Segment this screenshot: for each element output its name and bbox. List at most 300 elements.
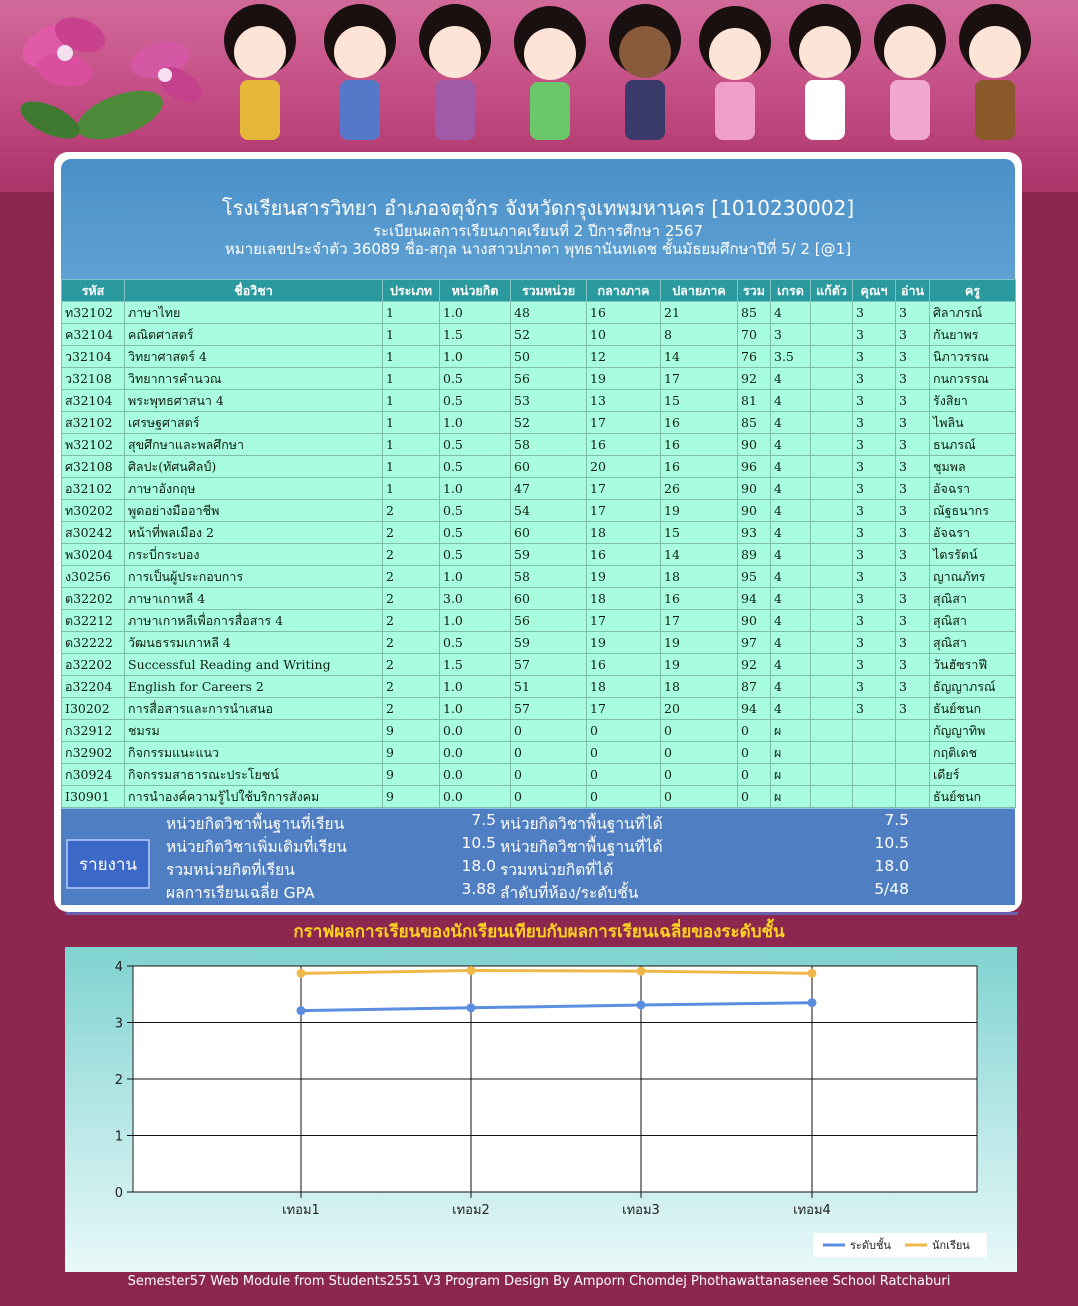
cell-teacher: กันยาพร bbox=[930, 324, 1016, 346]
cell-credit: 0.5 bbox=[440, 456, 511, 478]
cell-total: 92 bbox=[738, 368, 771, 390]
chart-separator bbox=[66, 912, 1018, 915]
cell-subject: English for Careers 2 bbox=[125, 676, 383, 698]
cell-retake bbox=[811, 522, 853, 544]
cell-subject: Successful Reading and Writing bbox=[125, 654, 383, 676]
cell-credit: 1.0 bbox=[440, 610, 511, 632]
column-header-midterm: กลางภาค bbox=[587, 280, 661, 302]
cell-grade: 4 bbox=[771, 676, 811, 698]
cell-teacher: ธันย์ชนก bbox=[930, 786, 1016, 808]
table-row bbox=[62, 632, 1016, 654]
cell-midterm: 18 bbox=[587, 522, 661, 544]
cell-teacher: ณัฐธนากร bbox=[930, 500, 1016, 522]
cell-reading: 3 bbox=[896, 698, 930, 720]
cell-type: 2 bbox=[383, 698, 440, 720]
cell-midterm: 18 bbox=[587, 588, 661, 610]
cell-grade: 4 bbox=[771, 632, 811, 654]
cell-code: ว32108 bbox=[62, 368, 125, 390]
cell-code: ค32104 bbox=[62, 324, 125, 346]
report-button[interactable]: รายงาน bbox=[66, 839, 150, 889]
table-row bbox=[62, 500, 1016, 522]
cell-midterm: 17 bbox=[587, 478, 661, 500]
table-row bbox=[62, 742, 1016, 764]
summary-value2: 7.5 bbox=[884, 811, 909, 829]
cell-reading: 3 bbox=[896, 588, 930, 610]
cell-midterm: 0 bbox=[587, 742, 661, 764]
school-title: โรงเรียนสารวิทยา อำเภอจตุจักร จังหวัดกรุงเทพมหานคร [1010230002] bbox=[221, 196, 855, 220]
cell-code: ว32104 bbox=[62, 346, 125, 368]
cell-total: 81 bbox=[738, 390, 771, 412]
cell-final: 19 bbox=[661, 500, 738, 522]
y-tick-label: 0 bbox=[114, 1186, 123, 1201]
cell-subject: กิจกรรมแนะแนว bbox=[125, 742, 383, 764]
cell-type: 1 bbox=[383, 434, 440, 456]
cell-code: ต32212 bbox=[62, 610, 125, 632]
cell-retake bbox=[811, 368, 853, 390]
legend-label: ระดับชั้น bbox=[850, 1239, 891, 1252]
cell-teacher: ญาณภัทร bbox=[930, 566, 1016, 588]
cell-credit: 1.0 bbox=[440, 478, 511, 500]
cell-character: 3 bbox=[853, 544, 896, 566]
cell-type: 2 bbox=[383, 522, 440, 544]
cell-subject: พูดอย่างมืออาชีพ bbox=[125, 500, 383, 522]
cell-teacher: ธัญญาภรณ์ bbox=[930, 676, 1016, 698]
table-row bbox=[62, 720, 1016, 742]
cell-code: พ32102 bbox=[62, 434, 125, 456]
summary-label2: ลำดับที่ห้อง/ระดับชั้น bbox=[500, 884, 639, 902]
column-header-reading: อ่าน bbox=[896, 280, 930, 302]
cell-code: พ30204 bbox=[62, 544, 125, 566]
cell-credit: 0.5 bbox=[440, 632, 511, 654]
cell-credit: 0.5 bbox=[440, 500, 511, 522]
cell-code: ท30202 bbox=[62, 500, 125, 522]
cell-total-units: 57 bbox=[511, 698, 587, 720]
cell-teacher: วันฮัซราฟี bbox=[930, 654, 1016, 676]
summary-label2: รวมหน่วยกิตที่ได้ bbox=[500, 861, 614, 879]
cell-code: I30202 bbox=[62, 698, 125, 720]
cell-reading: 3 bbox=[896, 654, 930, 676]
summary-label: หน่วยกิตวิชาพื้นฐานที่เรียน bbox=[166, 815, 345, 833]
cell-teacher: ธันย์ชนก bbox=[930, 698, 1016, 720]
cell-teacher: อัจฉรา bbox=[930, 522, 1016, 544]
cell-reading: 3 bbox=[896, 302, 930, 324]
cell-teacher: ศิลาภรณ์ bbox=[930, 302, 1016, 324]
cell-code: ก32912 bbox=[62, 720, 125, 742]
cell-total-units: 59 bbox=[511, 632, 587, 654]
x-tick-label: เทอม2 bbox=[452, 1203, 490, 1218]
chart-title: กราฟผลการเรียนของนักเรียนเทียบกับผลการเรียนเฉลี่ยของระดับชั้น bbox=[293, 922, 785, 942]
cell-total: 76 bbox=[738, 346, 771, 368]
footer-credit: Semester57 Web Module from Students2551 V3 Program Design By Amporn Chomdej Phothawattanasenee School Ratchaburi bbox=[127, 1274, 951, 1289]
data-point bbox=[637, 1000, 646, 1009]
y-tick-label: 2 bbox=[114, 1073, 123, 1088]
summary-value2: 18.0 bbox=[874, 857, 909, 875]
cell-reading: 3 bbox=[896, 478, 930, 500]
table-row bbox=[62, 566, 1016, 588]
cell-grade: 4 bbox=[771, 500, 811, 522]
cell-total: 90 bbox=[738, 500, 771, 522]
cell-teacher: รังสิยา bbox=[930, 390, 1016, 412]
cell-midterm: 19 bbox=[587, 368, 661, 390]
cell-midterm: 12 bbox=[587, 346, 661, 368]
cell-character: 3 bbox=[853, 368, 896, 390]
cell-total: 0 bbox=[738, 720, 771, 742]
cell-total-units: 52 bbox=[511, 324, 587, 346]
cell-final: 19 bbox=[661, 632, 738, 654]
cell-grade: 4 bbox=[771, 456, 811, 478]
grades-table bbox=[61, 279, 1016, 808]
cell-credit: 0.5 bbox=[440, 522, 511, 544]
table-row bbox=[62, 412, 1016, 434]
cell-total-units: 60 bbox=[511, 456, 587, 478]
cell-character bbox=[853, 764, 896, 786]
table-row bbox=[62, 346, 1016, 368]
data-point bbox=[467, 1003, 476, 1012]
cell-teacher: เดียร์ bbox=[930, 764, 1016, 786]
y-tick-label: 4 bbox=[114, 960, 123, 975]
cell-credit: 1.5 bbox=[440, 324, 511, 346]
cell-character: 3 bbox=[853, 500, 896, 522]
cell-midterm: 0 bbox=[587, 786, 661, 808]
cell-character bbox=[853, 786, 896, 808]
cell-credit: 0.5 bbox=[440, 368, 511, 390]
cell-character: 3 bbox=[853, 522, 896, 544]
cell-subject: ภาษาเกาหลี 4 bbox=[125, 588, 383, 610]
y-tick-label: 3 bbox=[114, 1016, 123, 1032]
summary-value: 18.0 bbox=[461, 857, 496, 875]
cell-midterm: 19 bbox=[587, 632, 661, 654]
cell-type: 2 bbox=[383, 544, 440, 566]
cell-final: 16 bbox=[661, 456, 738, 478]
table-row bbox=[62, 654, 1016, 676]
cell-teacher: นิภาวรรณ bbox=[930, 346, 1016, 368]
cell-total-units: 47 bbox=[511, 478, 587, 500]
gpa-chart bbox=[65, 947, 1017, 1272]
cell-subject: กระบี่กระบอง bbox=[125, 544, 383, 566]
cell-character: 3 bbox=[853, 478, 896, 500]
cell-final: 21 bbox=[661, 302, 738, 324]
cell-grade: 4 bbox=[771, 522, 811, 544]
table-row bbox=[62, 302, 1016, 324]
cell-grade: 4 bbox=[771, 610, 811, 632]
summary-label2: หน่วยกิตวิชาพื้นฐานที่ได้ bbox=[500, 815, 663, 833]
cell-character: 3 bbox=[853, 632, 896, 654]
cell-character: 3 bbox=[853, 588, 896, 610]
cell-code: ส32102 bbox=[62, 412, 125, 434]
cell-total: 96 bbox=[738, 456, 771, 478]
cell-subject: ศิลปะ(ทัศนศิลป์) bbox=[125, 456, 383, 478]
cell-retake bbox=[811, 654, 853, 676]
cell-total-units: 50 bbox=[511, 346, 587, 368]
x-tick-label: เทอม3 bbox=[622, 1203, 660, 1218]
cell-code: ง30256 bbox=[62, 566, 125, 588]
cell-credit: 0.0 bbox=[440, 720, 511, 742]
cell-grade: 4 bbox=[771, 478, 811, 500]
cell-type: 1 bbox=[383, 390, 440, 412]
data-point bbox=[808, 969, 817, 978]
cell-total: 94 bbox=[738, 588, 771, 610]
cell-midterm: 16 bbox=[587, 302, 661, 324]
cell-total-units: 58 bbox=[511, 434, 587, 456]
cell-total-units: 59 bbox=[511, 544, 587, 566]
cell-credit: 0.5 bbox=[440, 390, 511, 412]
cell-total-units: 52 bbox=[511, 412, 587, 434]
cell-total-units: 0 bbox=[511, 742, 587, 764]
cell-retake bbox=[811, 566, 853, 588]
cell-final: 0 bbox=[661, 720, 738, 742]
cell-teacher: กฤติเดช bbox=[930, 742, 1016, 764]
cell-total: 0 bbox=[738, 786, 771, 808]
cell-type: 1 bbox=[383, 324, 440, 346]
cell-type: 1 bbox=[383, 346, 440, 368]
cell-final: 17 bbox=[661, 368, 738, 390]
summary-label: รวมหน่วยกิตที่เรียน bbox=[166, 861, 295, 879]
cell-total: 92 bbox=[738, 654, 771, 676]
cell-code: ส32104 bbox=[62, 390, 125, 412]
cell-final: 14 bbox=[661, 346, 738, 368]
table-row bbox=[62, 324, 1016, 346]
table-row bbox=[62, 456, 1016, 478]
cell-total-units: 0 bbox=[511, 764, 587, 786]
x-tick-label: เทอม4 bbox=[793, 1203, 831, 1218]
cell-retake bbox=[811, 632, 853, 654]
cell-total: 97 bbox=[738, 632, 771, 654]
cell-reading bbox=[896, 764, 930, 786]
cell-teacher: กัญญาทิพ bbox=[930, 720, 1016, 742]
cell-code: อ32102 bbox=[62, 478, 125, 500]
cell-character: 3 bbox=[853, 390, 896, 412]
table-row bbox=[62, 544, 1016, 566]
cell-midterm: 17 bbox=[587, 610, 661, 632]
cell-reading: 3 bbox=[896, 390, 930, 412]
cell-total: 87 bbox=[738, 676, 771, 698]
gpa-line-chart bbox=[65, 947, 1017, 1272]
cell-midterm: 16 bbox=[587, 544, 661, 566]
cell-subject: ภาษาเกาหลีเพื่อการสื่อสาร 4 bbox=[125, 610, 383, 632]
cell-reading: 3 bbox=[896, 412, 930, 434]
cell-code: ส30242 bbox=[62, 522, 125, 544]
cell-type: 9 bbox=[383, 742, 440, 764]
table-row bbox=[62, 522, 1016, 544]
legend-label: นักเรียน bbox=[932, 1239, 970, 1252]
cell-subject: กิจกรรมสาธารณะประโยชน์ bbox=[125, 764, 383, 786]
table-row bbox=[62, 434, 1016, 456]
cell-subject: สุขศึกษาและพลศึกษา bbox=[125, 434, 383, 456]
cell-grade: ผ bbox=[771, 764, 811, 786]
x-tick-label: เทอม1 bbox=[282, 1203, 320, 1218]
cell-retake bbox=[811, 676, 853, 698]
cell-subject: หน้าที่พลเมือง 2 bbox=[125, 522, 383, 544]
cell-character: 3 bbox=[853, 698, 896, 720]
cell-final: 26 bbox=[661, 478, 738, 500]
cell-final: 16 bbox=[661, 588, 738, 610]
cell-reading: 3 bbox=[896, 324, 930, 346]
cell-type: 2 bbox=[383, 632, 440, 654]
cell-midterm: 0 bbox=[587, 720, 661, 742]
cell-reading: 3 bbox=[896, 522, 930, 544]
cell-retake bbox=[811, 764, 853, 786]
cell-credit: 1.0 bbox=[440, 346, 511, 368]
cell-final: 14 bbox=[661, 544, 738, 566]
table-row bbox=[62, 698, 1016, 720]
cell-midterm: 17 bbox=[587, 412, 661, 434]
cell-subject: วิทยาศาสตร์ 4 bbox=[125, 346, 383, 368]
cell-code: ก30924 bbox=[62, 764, 125, 786]
cell-character: 3 bbox=[853, 412, 896, 434]
column-header-credit: หน่วยกิต bbox=[440, 280, 511, 302]
cell-total: 85 bbox=[738, 302, 771, 324]
table-header-row bbox=[62, 280, 1016, 302]
column-header-code: รหัส bbox=[62, 280, 125, 302]
cell-reading: 3 bbox=[896, 544, 930, 566]
cell-reading: 3 bbox=[896, 676, 930, 698]
cell-character: 3 bbox=[853, 346, 896, 368]
cell-teacher: ชุมพล bbox=[930, 456, 1016, 478]
cell-character: 3 bbox=[853, 676, 896, 698]
cell-code: อ32202 bbox=[62, 654, 125, 676]
table-row bbox=[62, 478, 1016, 500]
cell-character: 3 bbox=[853, 610, 896, 632]
cell-type: 2 bbox=[383, 588, 440, 610]
student-info: หมายเลขประจำตัว 36089 ชื่อ-สกุล นางสาวปภาดา พุทธานันทเดช ชั้นมัธยมศึกษาปีที่ 5/ 2 [@1] bbox=[224, 240, 852, 258]
cell-total: 0 bbox=[738, 742, 771, 764]
cell-type: 1 bbox=[383, 478, 440, 500]
summary-label2: หน่วยกิตวิชาพื้นฐานที่ได้ bbox=[500, 838, 663, 856]
cell-grade: ผ bbox=[771, 742, 811, 764]
cell-subject: การสื่อสารและการนำเสนอ bbox=[125, 698, 383, 720]
cell-reading bbox=[896, 742, 930, 764]
cell-total: 89 bbox=[738, 544, 771, 566]
cell-final: 15 bbox=[661, 390, 738, 412]
cell-credit: 1.0 bbox=[440, 302, 511, 324]
cell-retake bbox=[811, 302, 853, 324]
cell-character: 3 bbox=[853, 566, 896, 588]
cell-total-units: 60 bbox=[511, 588, 587, 610]
cell-code: ท32102 bbox=[62, 302, 125, 324]
cell-total-units: 0 bbox=[511, 720, 587, 742]
cell-total-units: 60 bbox=[511, 522, 587, 544]
cell-reading bbox=[896, 720, 930, 742]
semester-title: ระเบียนผลการเรียนภาคเรียนที่ 2 ปีการศึกษา 2567 bbox=[372, 222, 704, 240]
cell-retake bbox=[811, 786, 853, 808]
cell-type: 1 bbox=[383, 302, 440, 324]
summary-value2: 10.5 bbox=[874, 834, 909, 852]
data-point bbox=[808, 998, 817, 1007]
cell-total: 90 bbox=[738, 478, 771, 500]
column-header-final: ปลายภาค bbox=[661, 280, 738, 302]
column-header-retake: แก้ตัว bbox=[811, 280, 853, 302]
cell-credit: 1.0 bbox=[440, 412, 511, 434]
cell-code: ต32202 bbox=[62, 588, 125, 610]
table-row bbox=[62, 786, 1016, 808]
summary-value: 10.5 bbox=[461, 834, 496, 852]
cell-total-units: 58 bbox=[511, 566, 587, 588]
cell-reading: 3 bbox=[896, 346, 930, 368]
cell-midterm: 17 bbox=[587, 698, 661, 720]
cell-credit: 1.0 bbox=[440, 566, 511, 588]
cell-grade: 4 bbox=[771, 654, 811, 676]
cell-midterm: 0 bbox=[587, 764, 661, 786]
cell-teacher: ธนภรณ์ bbox=[930, 434, 1016, 456]
cell-total: 85 bbox=[738, 412, 771, 434]
cell-credit: 0.0 bbox=[440, 742, 511, 764]
cell-final: 16 bbox=[661, 412, 738, 434]
y-tick-label: 1 bbox=[114, 1129, 123, 1145]
cell-credit: 0.0 bbox=[440, 764, 511, 786]
cell-final: 0 bbox=[661, 786, 738, 808]
cell-subject: ภาษาไทย bbox=[125, 302, 383, 324]
cell-midterm: 16 bbox=[587, 434, 661, 456]
table-row bbox=[62, 368, 1016, 390]
cell-reading: 3 bbox=[896, 500, 930, 522]
cell-midterm: 20 bbox=[587, 456, 661, 478]
cell-retake bbox=[811, 324, 853, 346]
cell-grade: 4 bbox=[771, 588, 811, 610]
cell-retake bbox=[811, 698, 853, 720]
cell-subject: คณิตศาสตร์ bbox=[125, 324, 383, 346]
cell-total: 95 bbox=[738, 566, 771, 588]
cell-retake bbox=[811, 346, 853, 368]
cell-credit: 1.0 bbox=[440, 698, 511, 720]
cell-teacher: สุณิสา bbox=[930, 632, 1016, 654]
cell-total-units: 56 bbox=[511, 610, 587, 632]
cell-grade: 3 bbox=[771, 324, 811, 346]
cell-credit: 0.0 bbox=[440, 786, 511, 808]
cell-type: 2 bbox=[383, 610, 440, 632]
cell-subject: วัฒนธรรมเกาหลี 4 bbox=[125, 632, 383, 654]
cell-final: 8 bbox=[661, 324, 738, 346]
cell-grade: ผ bbox=[771, 786, 811, 808]
cell-subject: ชมรม bbox=[125, 720, 383, 742]
summary-label: ผลการเรียนเฉลี่ย GPA bbox=[166, 884, 315, 902]
cell-total-units: 48 bbox=[511, 302, 587, 324]
cell-retake bbox=[811, 412, 853, 434]
cell-type: 9 bbox=[383, 786, 440, 808]
cell-total: 94 bbox=[738, 698, 771, 720]
data-point bbox=[467, 966, 476, 975]
cell-midterm: 19 bbox=[587, 566, 661, 588]
cell-final: 17 bbox=[661, 610, 738, 632]
cell-code: I30901 bbox=[62, 786, 125, 808]
cell-total-units: 54 bbox=[511, 500, 587, 522]
cell-type: 2 bbox=[383, 566, 440, 588]
column-header-type: ประเภท bbox=[383, 280, 440, 302]
cell-grade: 4 bbox=[771, 368, 811, 390]
data-point bbox=[297, 969, 306, 978]
cell-grade: 4 bbox=[771, 412, 811, 434]
cell-reading: 3 bbox=[896, 434, 930, 456]
cell-teacher: ไพลิน bbox=[930, 412, 1016, 434]
cell-retake bbox=[811, 456, 853, 478]
summary-value2: 5/48 bbox=[874, 880, 909, 898]
cell-code: ต32222 bbox=[62, 632, 125, 654]
cell-type: 1 bbox=[383, 412, 440, 434]
cell-reading: 3 bbox=[896, 566, 930, 588]
cell-grade: 4 bbox=[771, 390, 811, 412]
column-header-character: คุณฯ bbox=[853, 280, 896, 302]
data-point bbox=[637, 967, 646, 976]
cell-teacher: ไตรรัตน์ bbox=[930, 544, 1016, 566]
table-row bbox=[62, 390, 1016, 412]
cell-grade: 3.5 bbox=[771, 346, 811, 368]
transcript-panel bbox=[54, 152, 1022, 912]
cell-midterm: 17 bbox=[587, 500, 661, 522]
cell-total-units: 53 bbox=[511, 390, 587, 412]
cell-final: 16 bbox=[661, 434, 738, 456]
cell-subject: เศรษฐศาสตร์ bbox=[125, 412, 383, 434]
cell-code: ก32902 bbox=[62, 742, 125, 764]
cell-total: 90 bbox=[738, 434, 771, 456]
